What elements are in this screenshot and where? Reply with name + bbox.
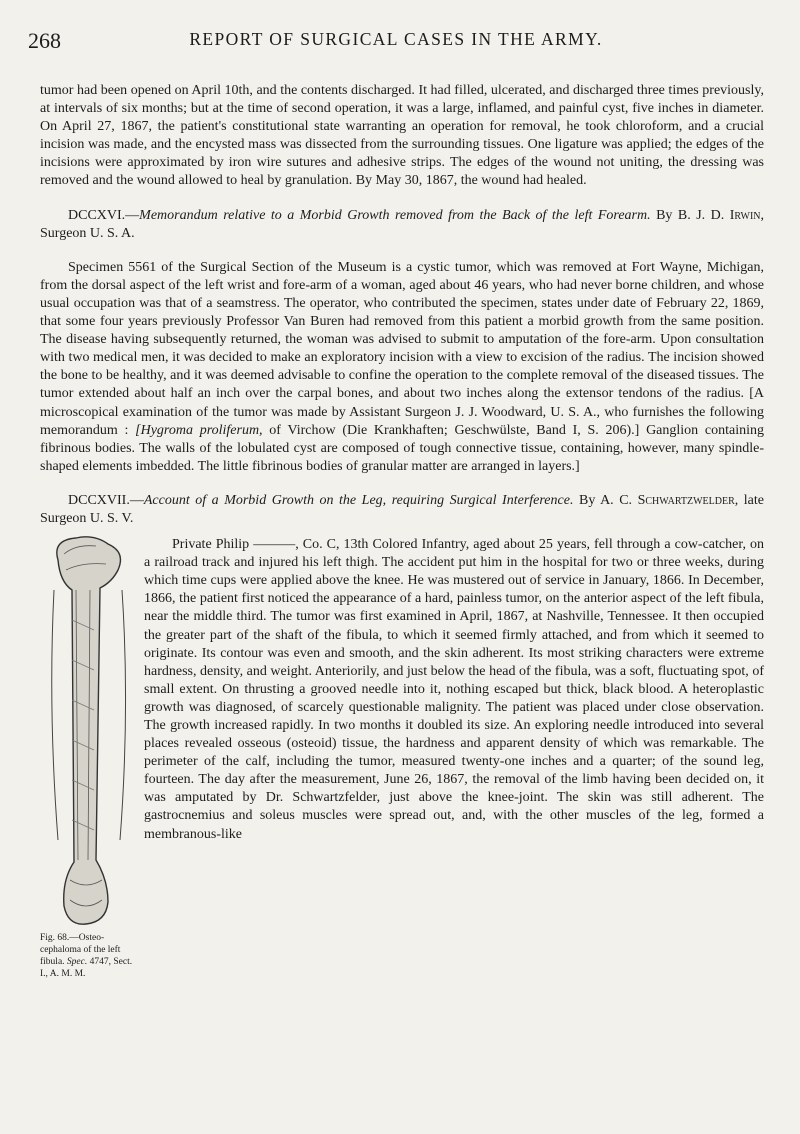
author-role: , Surgeon U. S. A. bbox=[40, 207, 764, 241]
paragraph-specimen-5561 bbox=[40, 259, 764, 476]
paragraph-text-tail: of Virchow (Die Krankhaften; Geschwülste, Band I, S. 206).] Ganglion containing fibrinous bodies. The walls of the lobulated cyst are composed of tough connective tissue, containing, however, many spindle-shaped elements imbedded. The little fibrinous bodies of granular matter are arranged in layers.] bbox=[40, 422, 765, 474]
author-name: Schwartzwelder bbox=[637, 492, 735, 508]
section-number: DCCXVII.— bbox=[68, 492, 144, 508]
section-heading-dccxvii bbox=[40, 492, 764, 528]
byline: By A. C. bbox=[573, 492, 638, 508]
page-body bbox=[40, 82, 764, 992]
figure-caption: Fig. 68.—Osteo-cephaloma of the left fibula. Spec. 4747, Sect. I., A. M. M. bbox=[40, 933, 133, 980]
section-title: Account of a Morbid Growth on the Leg, requiring Surgical Interference. bbox=[143, 492, 574, 508]
section-number: DCCXVI.— bbox=[68, 207, 140, 223]
figure-68 bbox=[40, 530, 138, 992]
paragraph-text: Specimen 5561 of the Surgical Section of the Museum is a cystic tumor, which was removed at Fort Wayne, Michigan, from the dorsal aspect of the left wrist and fore-arm of a woman, aged about 46 years, who had never borne children, and whose usual occupation was that of a seamstress. The operator, who contributed the specimen, states under date of February 22, 1869, that some four years previously Professor Van Buren had removed from this patient a morbid growth from the same position. The disease having subsequently returned, the woman was advised to submit to amputation of the fore-arm. Upon consultation with two medical men, it was decided to make an exploratory incision with a view to excision of the radius. The incision showed the bone to be healthy, and it was deemed advisable to confine the operation to the complete removal of the diseased tissues. The tumor extended about half an inch over the carpal bones, and about two inches along the extensor tendons of the radius. [A microscopical examination of the tumor was made by Assistant Surgeon J. J. Woodward, U. S. A., who furnishes the following memorandum : bbox=[40, 259, 764, 438]
section-heading-dccxvi bbox=[40, 207, 764, 243]
bone-illustration-icon bbox=[46, 530, 130, 930]
paragraph-case-private-philip: Private Philip ———, Co. C, 13th Colored Infantry, aged about 25 years, fell through a cow-catcher, on a railroad track and injured his left thigh. The accident put him in the hospital for two or three weeks, during which time cups were applied above the knee. He was mustered out of service in January, 1866. In December, 1866, the patient first noticed the appearance of a hard, painless tumor, on the anterior aspect of the left fibula, near the middle third. The tumor was first examined in April, 1867, at Nashville, Tennessee. It then occupied the greater part of the shaft of the fibula, to which it seemed firmly attached, and from which it seemed to originate. Its contour was even and smooth, and the skin adherent. Its most striking characters were extreme hardness, density, and weight. Anteriorily, and just below the head of the fibula, was a soft, fluctuating spot, of small extent. On thrusting a grooved needle into it, nothing escaped but thick, black blood. A heteroplastic growth was diagnosed, of scarcely questionable malignity. The patient was placed under close observation. The growth increased rapidly. In two months it doubled its size. An exploring needle introduced into several places revealed osseous (osteoid) tissue, the hardness and apparent density of which was remarkable. The perimeter of the calf, including the tumor, measured twenty-one inches and a quarter; of the sound leg, fourteen. The day after the measurement, June 26, 1867, the removal of the limb having been decided on, it was amputated by Dr. Schwartzfelder, just above the knee-joint. The skin was still adherent. The gastrocnemius and soleus muscles were spread out, and, with the other muscles of the leg, formed a membranous-like bbox=[144, 537, 764, 842]
running-title: REPORT OF SURGICAL CASES IN THE ARMY. bbox=[189, 29, 603, 49]
page-header bbox=[28, 28, 764, 54]
author-name: Irwin bbox=[729, 207, 761, 223]
paragraph-continuation: tumor had been opened on April 10th, and the contents discharged. It had filled, ulcerated, and discharged three times previously, at intervals of six months; but at the time of second operation, it was a large, inflamed, and painful cyst, five inches in diameter. On April 27, 1867, the patient's constitutional state warranting an operation for removal, he took chloroform, and a crucial incision was made, and the encysted mass was dissected from the surrounding tissues. One ligature was applied; the edges of the incisions were approximated by iron wire sutures and adhesive strips. The edges of the wound not uniting, the dressing was removed and the wound allowed to heal by granulation. By May 30, 1867, the wound had healed. bbox=[40, 83, 764, 189]
byline: By B. J. D. bbox=[650, 207, 730, 223]
page-number: 268 bbox=[28, 28, 61, 53]
section-title: Memorandum relative to a Morbid Growth removed from the Back of the left Forearm. bbox=[139, 207, 651, 223]
author-role: , late Surgeon U. S. V. bbox=[40, 492, 765, 526]
italic-term: [Hygroma proliferum, bbox=[135, 422, 263, 438]
